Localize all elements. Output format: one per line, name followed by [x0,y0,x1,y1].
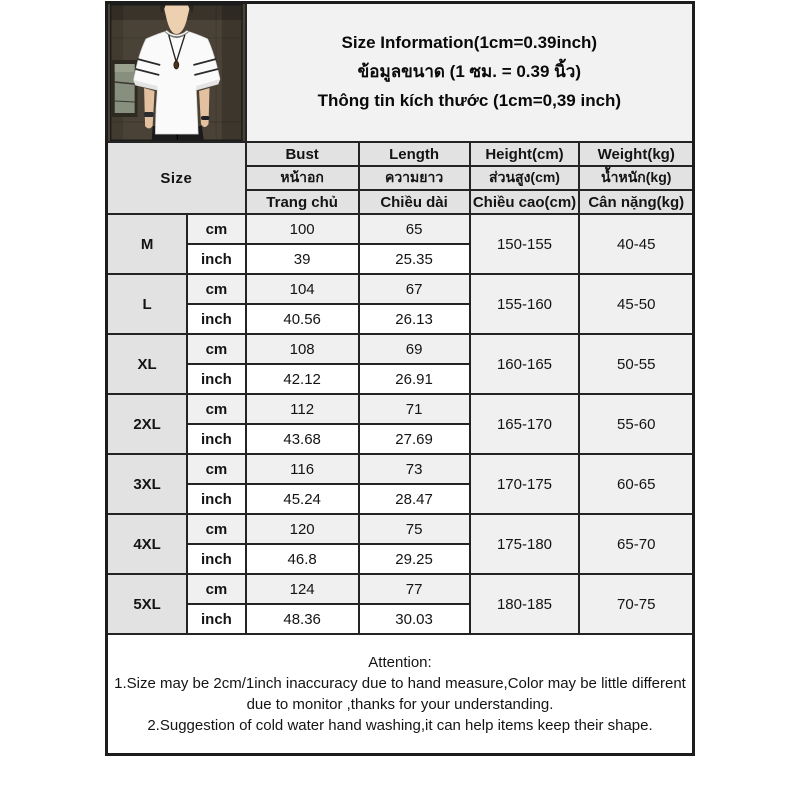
unit-cm-cell: cm [187,514,245,544]
bust-inch-cell: 42.12 [246,364,359,394]
size-row-5xl-cm [107,574,694,604]
attention-row [107,634,694,755]
unit-inch-cell: inch [187,304,245,334]
attention-note-2: 2.Suggestion of cold water hand washing,it can help items keep their shape. [147,717,653,734]
weight-range-cell: 40-45 [579,214,693,274]
bust-cm-cell: 100 [246,214,359,244]
length-inch-cell: 27.69 [359,424,470,454]
title-vi: Thông tin kích thước (1cm=0,39 inch) [317,90,622,110]
model-photo-illustration [110,4,243,141]
weight-range-cell: 65-70 [579,514,693,574]
length-inch-cell: 28.47 [359,484,470,514]
bust-inch-cell: 39 [246,244,359,274]
attention-note-1: 1.Size may be 2cm/1inch inaccuracy due to hand measure,Color may be little different due to monitor ,thanks for your understanding. [114,675,686,713]
size-cell-l: L [107,274,188,334]
length-cm-cell: 67 [359,274,470,304]
length-inch-cell: 29.25 [359,544,470,574]
unit-cm-cell: cm [187,574,245,604]
height-range-cell: 170-175 [470,454,580,514]
photo-title-row [107,3,694,143]
bust-cm-cell: 112 [246,394,359,424]
bust-inch-cell: 40.56 [246,304,359,334]
col-header-weight-th: น้ำหนัก(kg) [579,166,693,190]
height-range-cell: 155-160 [470,274,580,334]
unit-inch-cell: inch [187,424,245,454]
length-cm-cell: 69 [359,334,470,364]
size-table [105,1,695,756]
size-row-4xl-cm [107,514,694,544]
unit-inch-cell: inch [187,604,245,634]
bust-cm-cell: 104 [246,274,359,304]
unit-cm-cell: cm [187,214,245,244]
unit-cm-cell: cm [187,334,245,364]
col-header-height-en: Height(cm) [470,142,580,166]
length-inch-cell: 30.03 [359,604,470,634]
weight-range-cell: 70-75 [579,574,693,634]
length-cm-cell: 77 [359,574,470,604]
size-row-xl-cm [107,334,694,364]
attention-section [107,634,694,755]
size-row-3xl-cm [107,454,694,484]
title-th: ข้อมูลขนาด (1 ซม. = 0.39 นิ้ว) [357,62,581,82]
size-row-m-cm [107,214,694,244]
length-cm-cell: 75 [359,514,470,544]
length-inch-cell: 26.13 [359,304,470,334]
size-cell-2xl: 2XL [107,394,188,454]
col-header-height-th: ส่วนสูง(cm) [470,166,580,190]
size-cell-4xl: 4XL [107,514,188,574]
unit-inch-cell: inch [187,244,245,274]
weight-range-cell: 60-65 [579,454,693,514]
length-inch-cell: 25.35 [359,244,470,274]
bust-inch-cell: 46.8 [246,544,359,574]
model-photo [107,3,246,143]
size-row-l-cm [107,274,694,304]
height-range-cell: 180-185 [470,574,580,634]
col-header-length-th: ความยาว [359,166,470,190]
weight-range-cell: 45-50 [579,274,693,334]
unit-inch-cell: inch [187,364,245,394]
attention-title: Attention: [368,654,432,671]
height-range-cell: 160-165 [470,334,580,394]
col-header-bust-vi: Trang chủ [246,190,359,214]
attention-notes [110,673,690,736]
weight-range-cell: 55-60 [579,394,693,454]
bust-inch-cell: 43.68 [246,424,359,454]
size-row-2xl-cm [107,394,694,424]
unit-cm-cell: cm [187,454,245,484]
size-header: Size [107,142,246,214]
col-header-height-vi: Chiều cao(cm) [470,190,580,214]
length-cm-cell: 65 [359,214,470,244]
height-range-cell: 175-180 [470,514,580,574]
size-rows [107,214,694,634]
length-cm-cell: 71 [359,394,470,424]
height-range-cell: 165-170 [470,394,580,454]
bust-cm-cell: 108 [246,334,359,364]
col-header-length-en: Length [359,142,470,166]
size-info-title-block [246,3,694,143]
size-cell-3xl: 3XL [107,454,188,514]
bust-inch-cell: 48.36 [246,604,359,634]
attention-note [107,634,694,755]
length-cm-cell: 73 [359,454,470,484]
height-range-cell: 150-155 [470,214,580,274]
col-header-length-vi: Chiều dài [359,190,470,214]
size-cell-m: M [107,214,188,274]
weight-range-cell: 50-55 [579,334,693,394]
col-header-weight-vi: Cân nặng(kg) [579,190,693,214]
size-cell-5xl: 5XL [107,574,188,634]
bust-cm-cell: 124 [246,574,359,604]
col-header-weight-en: Weight(kg) [579,142,693,166]
unit-cm-cell: cm [187,394,245,424]
bust-cm-cell: 116 [246,454,359,484]
size-chart-sheet [105,1,695,756]
title-en: Size Information(1cm=0.39inch) [341,33,598,53]
size-cell-xl: XL [107,334,188,394]
bust-inch-cell: 45.24 [246,484,359,514]
unit-cm-cell: cm [187,274,245,304]
bust-cm-cell: 120 [246,514,359,544]
header-section [107,3,694,215]
unit-inch-cell: inch [187,484,245,514]
unit-inch-cell: inch [187,544,245,574]
column-header-row-en [107,142,694,166]
col-header-bust-en: Bust [246,142,359,166]
col-header-bust-th: หน้าอก [246,166,359,190]
length-inch-cell: 26.91 [359,364,470,394]
